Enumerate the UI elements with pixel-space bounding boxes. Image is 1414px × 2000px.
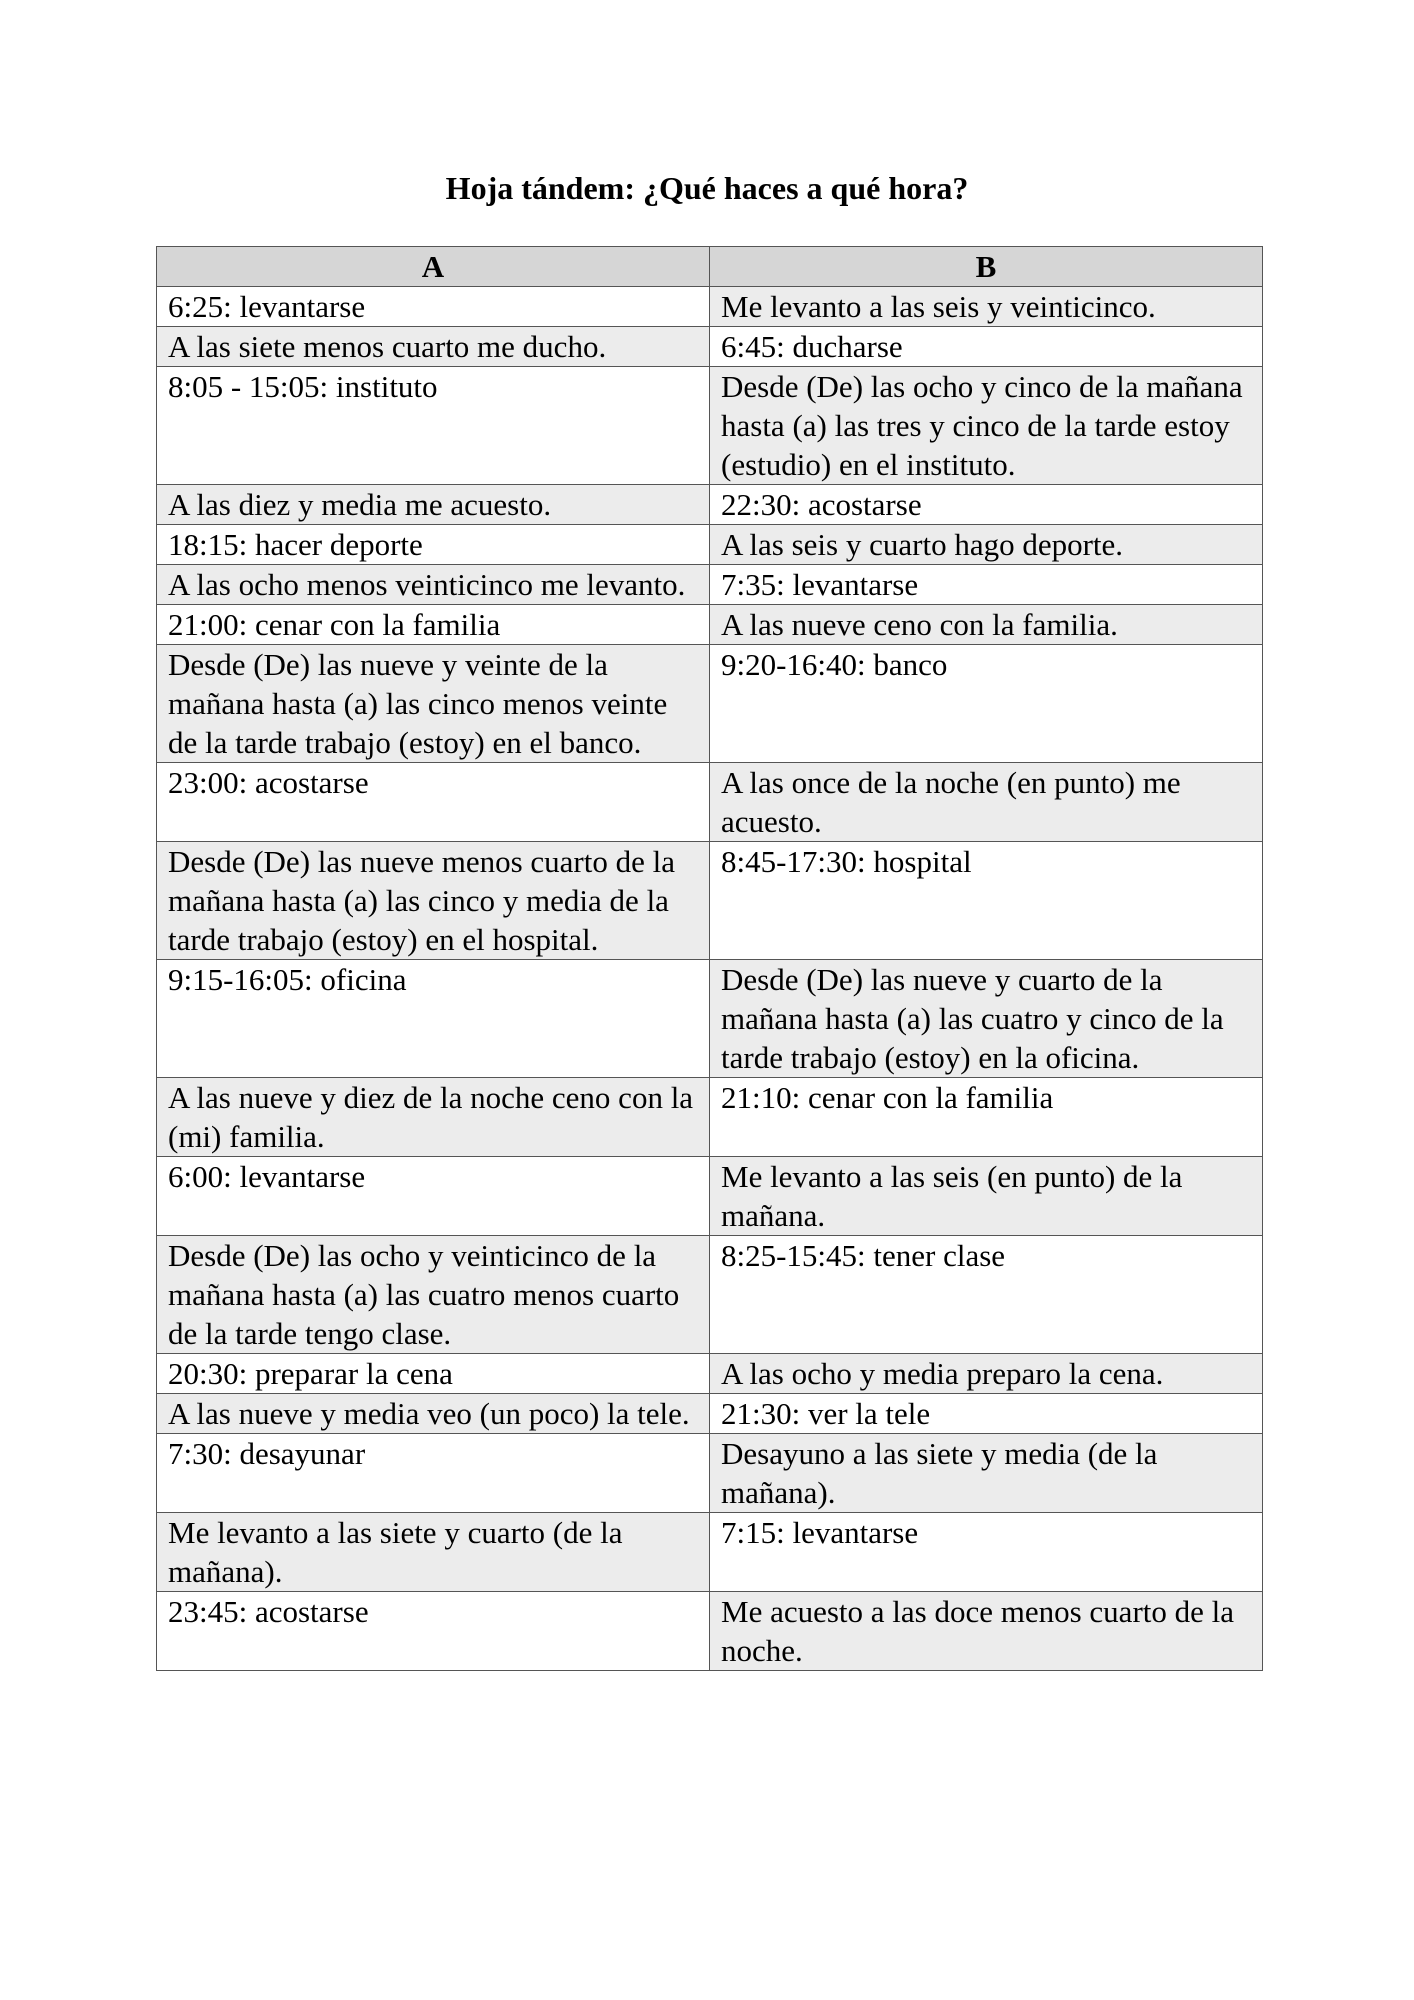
table-cell-b: A las once de la noche (en punto) me acuesto. [710, 763, 1263, 842]
table-cell-b: 6:45: ducharse [710, 327, 1263, 367]
table-cell-a: 7:30: desayunar [157, 1434, 710, 1513]
table-cell-b: 21:30: ver la tele [710, 1394, 1263, 1434]
table-cell-a: 8:05 - 15:05: instituto [157, 367, 710, 485]
table-cell-a: 6:00: levantarse [157, 1157, 710, 1236]
table-cell-b: Desde (De) las nueve y cuarto de la mañana hasta (a) las cuatro y cinco de la tarde trabajo (estoy) en la oficina. [710, 960, 1263, 1078]
table-cell-b: A las nueve ceno con la familia. [710, 605, 1263, 645]
table-header-row [157, 247, 1263, 287]
table-cell-b: 22:30: acostarse [710, 485, 1263, 525]
table-row [157, 645, 1263, 763]
table-cell-b: 9:20-16:40: banco [710, 645, 1263, 763]
table-row [157, 327, 1263, 367]
table-cell-a: A las diez y media me acuesto. [157, 485, 710, 525]
table-cell-b: 7:35: levantarse [710, 565, 1263, 605]
tandem-table [156, 246, 1263, 1671]
table-cell-b: A las seis y cuarto hago deporte. [710, 525, 1263, 565]
table-cell-a: Desde (De) las ocho y veinticinco de la mañana hasta (a) las cuatro menos cuarto de la tarde tengo clase. [157, 1236, 710, 1354]
table-cell-a: 23:45: acostarse [157, 1592, 710, 1671]
table-row [157, 1394, 1263, 1434]
table-row [157, 485, 1263, 525]
table-cell-b: Desde (De) las ocho y cinco de la mañana hasta (a) las tres y cinco de la tarde estoy (estudio) en el instituto. [710, 367, 1263, 485]
table-cell-b: A las ocho y media preparo la cena. [710, 1354, 1263, 1394]
table-cell-b: 8:25-15:45: tener clase [710, 1236, 1263, 1354]
table-row [157, 367, 1263, 485]
column-header-b: B [710, 247, 1263, 287]
table-cell-a: 6:25: levantarse [157, 287, 710, 327]
table-cell-b: Me levanto a las seis y veinticinco. [710, 287, 1263, 327]
table-row [157, 525, 1263, 565]
table-cell-b: Me levanto a las seis (en punto) de la mañana. [710, 1157, 1263, 1236]
table-row [157, 1513, 1263, 1592]
table-cell-a: A las nueve y diez de la noche ceno con la (mi) familia. [157, 1078, 710, 1157]
table-row [157, 1236, 1263, 1354]
table-row [157, 565, 1263, 605]
table-cell-a: A las ocho menos veinticinco me levanto. [157, 565, 710, 605]
table-row [157, 842, 1263, 960]
table-body [157, 287, 1263, 1671]
table-row [157, 960, 1263, 1078]
table-cell-a: 18:15: hacer deporte [157, 525, 710, 565]
column-header-a: A [157, 247, 710, 287]
table-cell-a: 21:00: cenar con la familia [157, 605, 710, 645]
table-cell-b: 8:45-17:30: hospital [710, 842, 1263, 960]
table-cell-a: 20:30: preparar la cena [157, 1354, 710, 1394]
table-cell-b: Desayuno a las siete y media (de la mañana). [710, 1434, 1263, 1513]
table-row [157, 1354, 1263, 1394]
table-row [157, 1078, 1263, 1157]
page-title: Hoja tándem: ¿Qué haces a qué hora? [445, 170, 969, 206]
table-cell-a: 23:00: acostarse [157, 763, 710, 842]
table-row [157, 1592, 1263, 1671]
table-row [157, 1157, 1263, 1236]
table-cell-a: Desde (De) las nueve y veinte de la mañana hasta (a) las cinco menos veinte de la tarde trabajo (estoy) en el banco. [157, 645, 710, 763]
table-row [157, 763, 1263, 842]
table-cell-a: A las siete menos cuarto me ducho. [157, 327, 710, 367]
table-cell-b: 7:15: levantarse [710, 1513, 1263, 1592]
table-cell-a: Me levanto a las siete y cuarto (de la mañana). [157, 1513, 710, 1592]
table-cell-b: 21:10: cenar con la familia [710, 1078, 1263, 1157]
table-cell-a: 9:15-16:05: oficina [157, 960, 710, 1078]
table-row [157, 1434, 1263, 1513]
table-row [157, 287, 1263, 327]
table-cell-b: Me acuesto a las doce menos cuarto de la noche. [710, 1592, 1263, 1671]
table-row [157, 605, 1263, 645]
table-cell-a: Desde (De) las nueve menos cuarto de la mañana hasta (a) las cinco y media de la tarde trabajo (estoy) en el hospital. [157, 842, 710, 960]
table-cell-a: A las nueve y media veo (un poco) la tele. [157, 1394, 710, 1434]
